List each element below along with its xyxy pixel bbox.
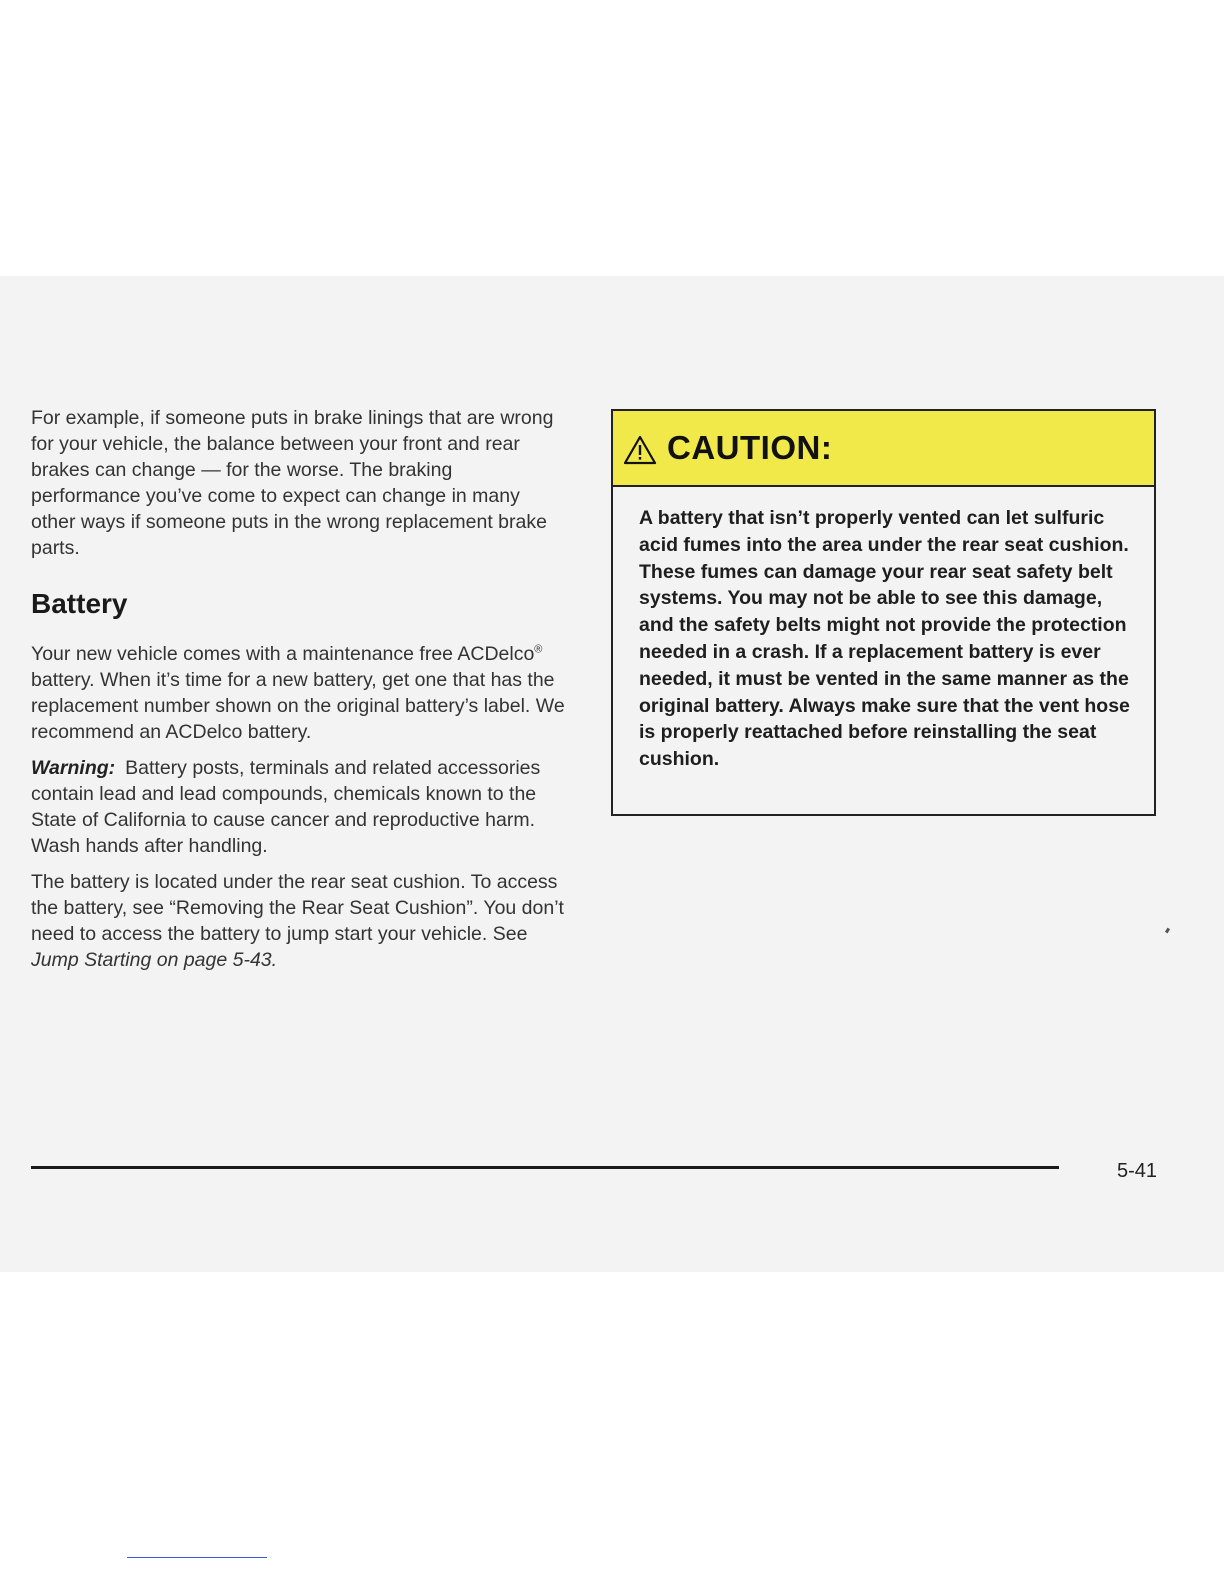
warning-text: Battery posts, terminals and related accessories contain lead and lead compounds, chemicals known to the State of California to cause cancer and reproductive harm. Wash hands after handling. [31,757,541,857]
registered-mark: ® [534,643,543,656]
battery-paragraph-start: Your new vehicle comes with a maintenance free ACDelco [31,643,535,665]
bottom-link-underline [127,1557,267,1558]
caution-header [613,411,1154,487]
battery-paragraph [31,641,566,745]
location-text: The battery is located under the rear seat cushion. To access the battery, see “Removing the Rear Seat Cushion”. You don’t need to access the battery to jump start your vehicle. See [31,871,564,945]
footer-rule [31,1166,1059,1169]
warning-label: Warning: [31,757,116,779]
location-paragraph [31,869,566,973]
battery-paragraph-end: battery. When it’s time for a new battery, get one that has the replacement number shown on the original battery’s label. We recommend an ACDelco battery. [31,669,565,743]
section-heading-battery: Battery [31,588,128,619]
page-number: 5-41 [1117,1160,1158,1182]
jump-starting-reference[interactable]: Jump Starting on page 5-43. [31,949,278,971]
warning-triangle-icon [623,434,657,466]
caution-body: A battery that isn’t properly vented can let sulfuric acid fumes into the area under the rear seat cushion. These fumes can damage your rear seat safety belt systems. You may not be able to see this damage, and the safety belts might not provide the protection needed in a crash. If a replacement battery is ever needed, it must be vented in the same manner as the original battery. Always make sure that the vent hose is properly reattached before reinstalling the seat cushion. [639,507,1130,771]
warning-paragraph [31,755,566,859]
intro-paragraph: For example, if someone puts in brake linings that are wrong for your vehicle, the balance between your front and rear brakes can change — for the worse. The braking performance you’ve come to expect can change in many other ways if someone puts in the wrong replacement brake parts. [31,407,554,559]
left-column [31,405,566,973]
caution-box [611,409,1156,816]
caution-title: CAUTION: [667,429,833,466]
